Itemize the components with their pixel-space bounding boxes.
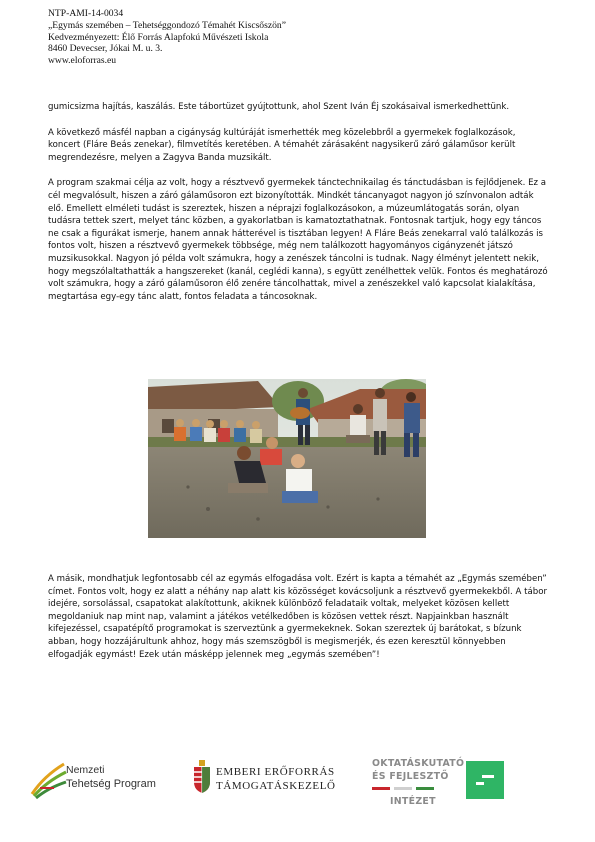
camp-photo-image — [148, 379, 426, 538]
project-code: NTP-AMI-14-0034 — [48, 8, 124, 19]
website-link[interactable]: www.eloforras.eu — [48, 55, 117, 67]
project-title: „Egymás szemében – Tehetséggondozó Témahét Kiscsőszön” — [48, 19, 286, 31]
ofi-logo — [372, 758, 508, 806]
emmi-logo — [192, 758, 352, 800]
header-block — [48, 8, 286, 67]
ofi-logo-line1: OKTATÁSKUTATÓ — [372, 758, 465, 769]
emmi-logo-line2: TÁMOGATÁSKEZELŐ — [216, 780, 336, 792]
coat-of-arms-icon — [192, 760, 212, 794]
body-text — [48, 101, 548, 303]
emmi-logo-line1: EMBERI ERŐFORRÁS — [216, 766, 335, 778]
ntp-swoosh-icon — [30, 760, 70, 800]
camp-photo — [148, 379, 426, 538]
body-text-2 — [48, 573, 548, 661]
paragraph-4: A másik, mondhatjuk legfontosabb cél az egymás elfogadása volt. Ezért is kapta a témahét az „Egymás szemében” címet. Fontos volt, hogy ez alatt a néhány nap alatt kis közösséget kovácsoljunk a résztvevő gyermekekből. A tábor idejére, sorsolással, csapatokat alakítottunk, akiknek különböző feladataik voltak, melyeket közösen kellett megoldaniuk nap mint nap, valamint a játékos vetélkedőben is közösen vettek részt. Napjainkban használt kifejezéssel, csapatépítő programokat is szerveztünk a gyermekeknek. Sokan szereztek új barátokat, s bízunk abban, hogy hozzájárultunk ahhoz, hogy más szemszögből is megismerjék, és ezen keresztül könnyebben elfogadják egymást! Ezek után másképp jelennek meg „egymás szemében”! — [48, 574, 548, 660]
address: 8460 Devecser, Jókai M. u. 3. — [48, 43, 163, 55]
paragraph-2: A következő másfél napban a cigányság kultúráját ismerhették meg közelebbről a gyermekek foglalkozások, koncert (Fláre Beás zenekar), filmvetítés keretében. A témahét zárásaként nagysikerű záró gálaműsor került megrendezésre, melyen a Zagyva Banda muzsikált. — [48, 127, 516, 163]
flag-stripe-icon — [372, 786, 436, 792]
ofi-logo-line3: INTÉZET — [390, 796, 436, 807]
ntp-logo — [30, 758, 180, 800]
ofi-logo-line2: ÉS FEJLESZTŐ — [372, 771, 449, 782]
paragraph-1: gumicsizma hajítás, kaszálás. Este tábortüzet gyújtottunk, ahol Szent Iván Éj szokásaival ismerkedhettünk. — [48, 102, 510, 112]
footer-logos — [0, 752, 595, 812]
ntp-logo-line2: Tehetség Program — [66, 778, 156, 790]
beneficiary: Kedvezményezett: Élő Forrás Alapfokú Művészeti Iskola — [48, 31, 269, 43]
ntp-logo-line1: Nemzeti — [66, 764, 105, 776]
paragraph-3: A program szakmai célja az volt, hogy a résztvevő gyermekek tánctechnikailag és tánctudásban is fejlődjenek. Ez a cél megvalósult, hiszen a záró gálaműsoron ezt bizonyították. Mindkét táncanyagot nagyon jó színvonalon adták elő. Emellett elméleti tudást is szereztek, hiszen a néprajzi foglalkozásokon, a múzeumlátogatás során, olyan tudásra tettek szert, melyet tánc közben, a gyakorlatban is kamatoztathatnak. Fontosnak tartjuk, hogy egy táncos ne csak a figurákat ismerje, hanem annak hátterével is tisztában legyen! A Fláre Beás zenekarral való találkozás is fontos volt, hiszen a résztvevő gyermekek többsége, még nem találkozott hagyományos cigányzenét játszó muzsikusokkal. Nagyon jó példa volt számukra, hogy a zenészek táncolni is tudnak. Nagy élményt jelentett nekik, hogy megszólaltathatták a hangszereket (kanál, ceglédi kanna), s együtt zenélhettek velük. Fontos és meghatározó volt számukra, hogy a záró gálaműsoron élő zenére táncolhattak, mivel a zenészekkel való kapcsolat kialakítása, megtartása egy-egy tánc alatt, fontos feladata a táncosoknak. — [48, 178, 548, 302]
ofi-square-icon — [466, 761, 504, 799]
